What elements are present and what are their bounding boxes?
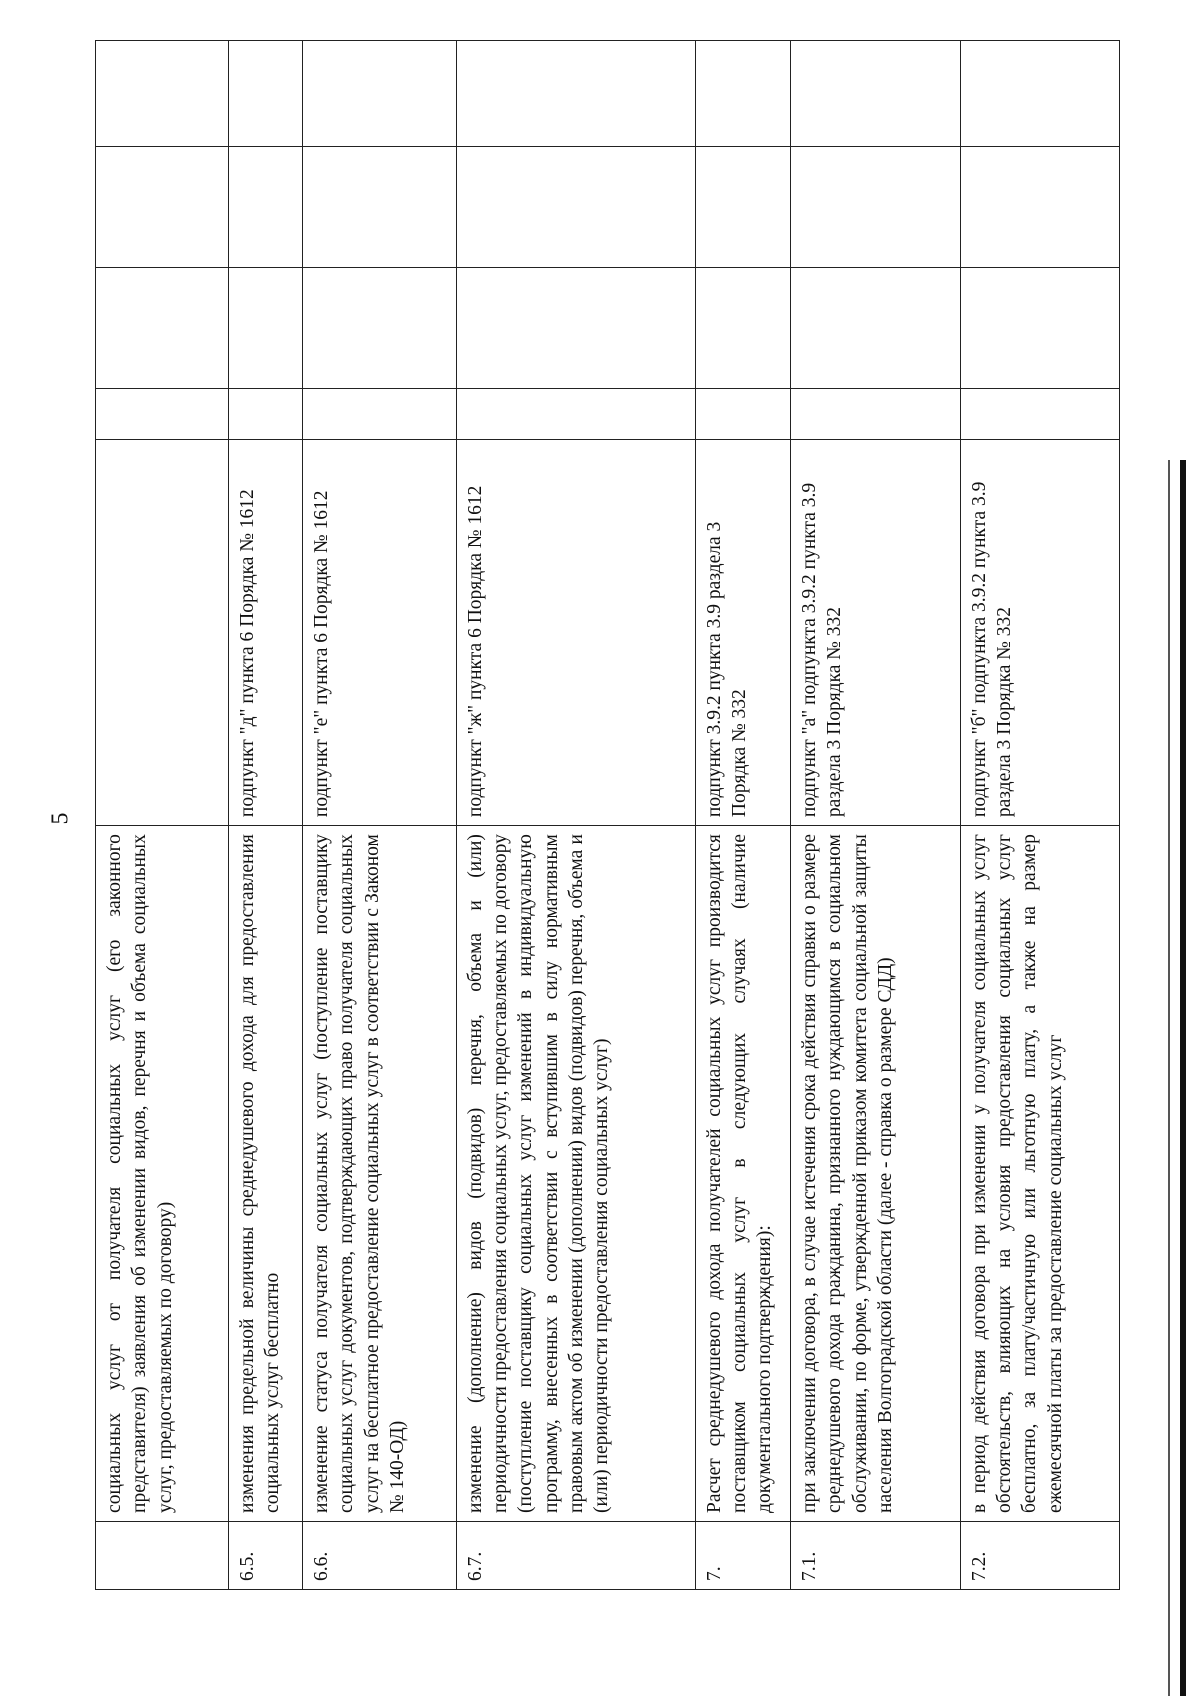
row-description: Расчет среднедушевого дохода получателей социальных услуг производится поставщиком социальных услуг в следующих случаях (наличие документального подтверждения): [695, 826, 791, 1522]
row-description: изменение статуса получателя социальных услуг (поступление поставщику социальных услуг документов, подтверждающих право получателя социальных услуг на бесплатное предоставление социальных услуг в соответствии с Законом № 140-ОД) [302, 826, 456, 1522]
empty-cell [695, 267, 791, 388]
empty-cell [456, 146, 695, 267]
rotated-table-container [95, 40, 1120, 1590]
table-row [960, 41, 1119, 1590]
scan-edge-shadow [1168, 460, 1170, 1696]
row-number: 7. [695, 1521, 791, 1589]
table-row [456, 41, 695, 1590]
empty-cell [960, 146, 1119, 267]
row-legal-basis: подпункт "д" пункта 6 Порядка № 1612 [228, 440, 302, 826]
scan-edge-line [1180, 460, 1186, 1696]
row-number: 6.6. [302, 1521, 456, 1589]
table-row [96, 41, 229, 1590]
empty-cell [960, 267, 1119, 388]
empty-cell [960, 388, 1119, 439]
row-legal-basis [96, 440, 229, 826]
empty-cell [960, 41, 1119, 147]
empty-cell [695, 41, 791, 147]
table-row [791, 41, 961, 1590]
table-row [302, 41, 456, 1590]
empty-cell [96, 388, 229, 439]
row-number: 7.1. [791, 1521, 961, 1589]
empty-cell [791, 388, 961, 439]
row-description: изменение (дополнение) видов (подвидов) перечня, объема и (или) периодичности предоставления социальных услуг, предоставляемых по договору (поступление поставщику социальных услуг изменений в индивидуальную программу, внесенных в соответствии с вступившим в силу нормативным правовым актом об изменении (дополнении) видов (подвидов) перечня, объема и (или) периодичности предоставления социальных услуг) [456, 826, 695, 1522]
empty-cell [791, 41, 961, 147]
document-table [95, 40, 1120, 1590]
empty-cell [791, 146, 961, 267]
empty-cell [96, 267, 229, 388]
row-number [96, 1521, 229, 1589]
empty-cell [695, 146, 791, 267]
row-number: 6.7. [456, 1521, 695, 1589]
page-number: 5 [47, 812, 74, 825]
empty-cell [302, 388, 456, 439]
row-number: 6.5. [228, 1521, 302, 1589]
empty-cell [228, 146, 302, 267]
table-row [228, 41, 302, 1590]
row-legal-basis: подпункт "а" подпункта 3.9.2 пункта 3.9 раздела 3 Порядка № 332 [791, 440, 961, 826]
empty-cell [302, 267, 456, 388]
empty-cell [456, 41, 695, 147]
row-description: при заключении договора, в случае истечения срока действия справки о размере среднедушевого дохода гражданина, признанного нуждающимся в социальном обслуживании, по форме, утвержденной приказом комитета социальной защиты населения Волгоградской области (далее - справка о размере СДД) [791, 826, 961, 1522]
table-row [695, 41, 791, 1590]
empty-cell [302, 146, 456, 267]
empty-cell [456, 388, 695, 439]
empty-cell [96, 146, 229, 267]
row-legal-basis: подпункт "б" подпункта 3.9.2 пункта 3.9 раздела 3 Порядка № 332 [960, 440, 1119, 826]
empty-cell [228, 267, 302, 388]
row-legal-basis: подпункт "ж" пункта 6 Порядка № 1612 [456, 440, 695, 826]
row-legal-basis: подпункт "е" пункта 6 Порядка № 1612 [302, 440, 456, 826]
row-description: изменения предельной величины среднедушевого дохода для предоставления социальных услуг бесплатно [228, 826, 302, 1522]
empty-cell [228, 388, 302, 439]
empty-cell [791, 267, 961, 388]
row-number: 7.2. [960, 1521, 1119, 1589]
empty-cell [228, 41, 302, 147]
row-description: в период действия договора при изменении у получателя социальных услуг обстоятельств, влияющих на условия предоставления социальных услуг бесплатно, за плату/частичную или льготную плату, а также на размер ежемесячной платы за предоставление социальных услуг [960, 826, 1119, 1522]
row-description: социальных услуг от получателя социальных услуг (его законного представителя) заявления об изменении видов, перечня и объема социальных услуг, предоставляемых по договору) [96, 826, 229, 1522]
empty-cell [302, 41, 456, 147]
empty-cell [96, 41, 229, 147]
row-legal-basis: подпункт 3.9.2 пункта 3.9 раздела 3 Порядка № 332 [695, 440, 791, 826]
empty-cell [695, 388, 791, 439]
empty-cell [456, 267, 695, 388]
